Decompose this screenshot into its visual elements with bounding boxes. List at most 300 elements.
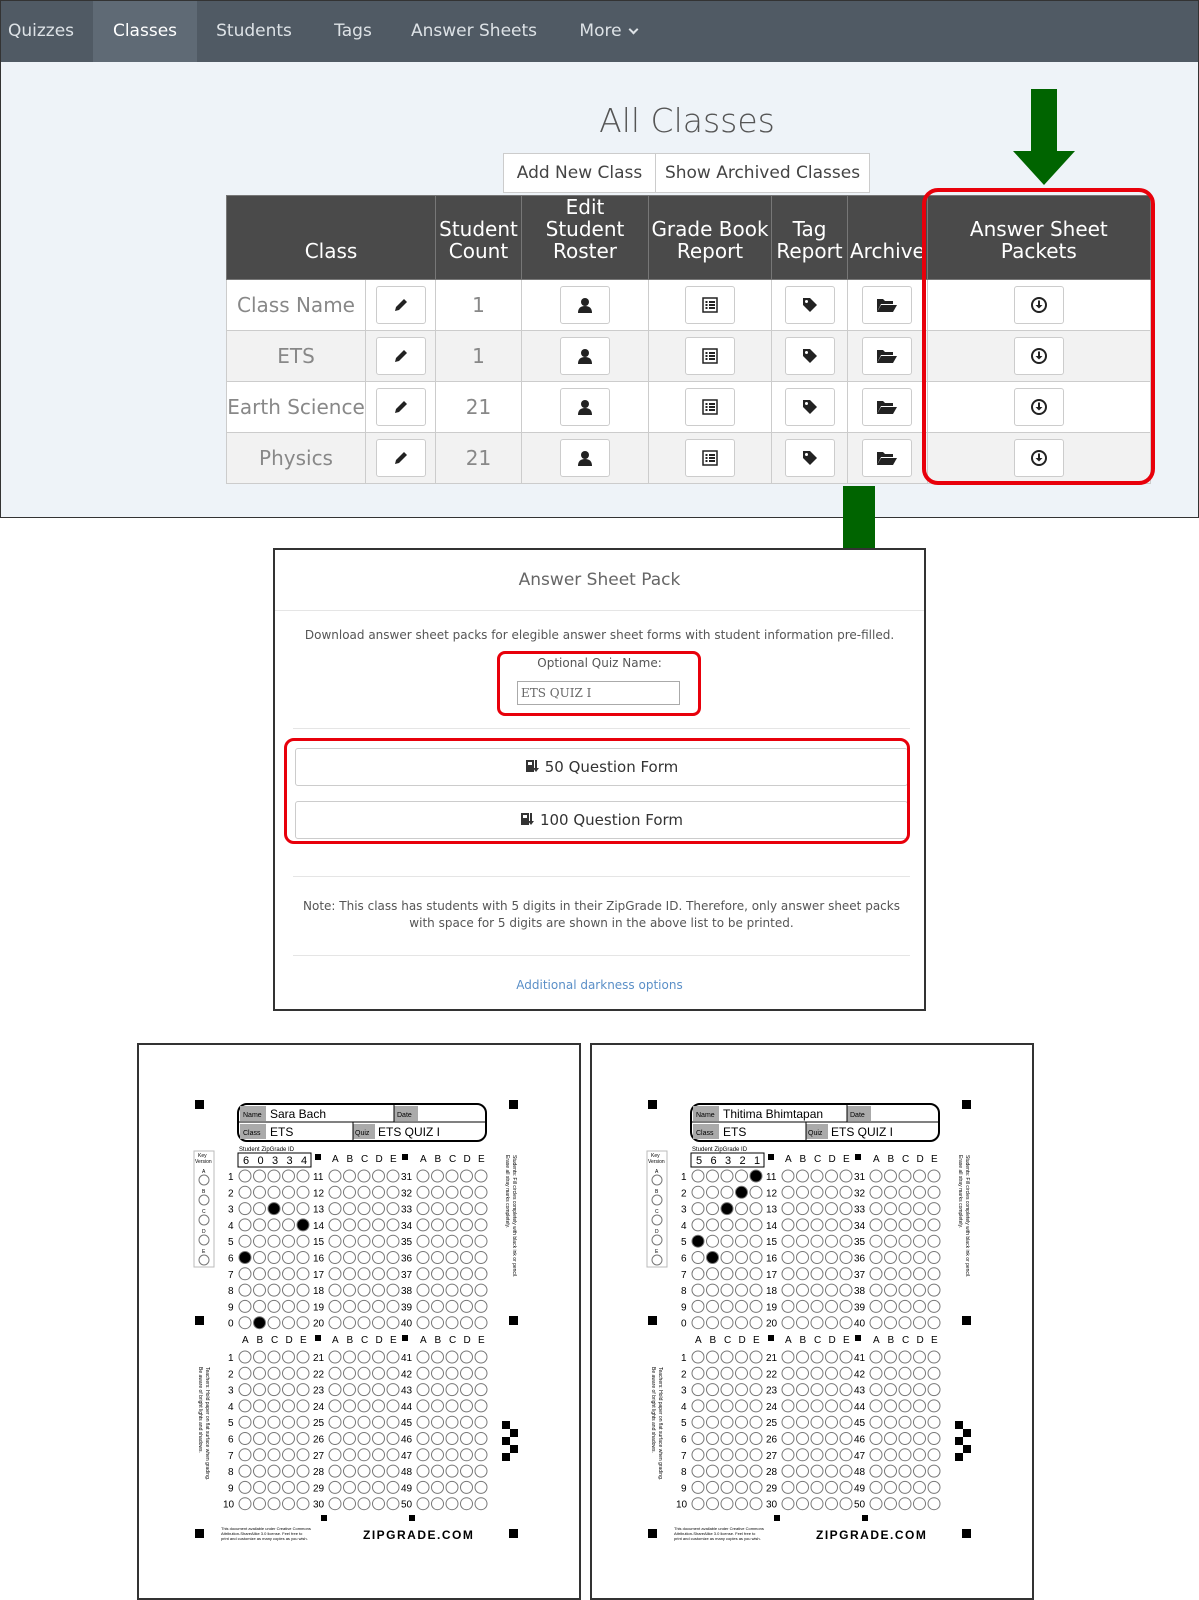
question-number: 46 <box>401 1434 413 1446</box>
answer-bubble <box>297 1170 309 1182</box>
edit-roster-button[interactable] <box>560 439 610 477</box>
answer-bubble <box>782 1186 794 1198</box>
answer-bubble <box>914 1433 926 1445</box>
answer-bubble <box>914 1284 926 1296</box>
question-number: 49 <box>854 1483 866 1495</box>
code-mark <box>955 1437 963 1445</box>
answer-bubble <box>797 1170 809 1182</box>
answer-bubble <box>239 1268 251 1280</box>
answer-bubble <box>914 1252 926 1264</box>
answer-bubble <box>914 1186 926 1198</box>
answer-bubble <box>432 1300 444 1312</box>
user-icon <box>576 347 594 365</box>
answer-bubble <box>928 1186 940 1198</box>
answer-bubble <box>446 1300 458 1312</box>
answer-bubble <box>387 1317 399 1329</box>
answer-bubble <box>373 1481 385 1493</box>
answer-bubble <box>446 1284 458 1296</box>
edit-roster-button[interactable] <box>560 388 610 426</box>
answer-bubble <box>826 1186 838 1198</box>
answer-bubble <box>885 1268 897 1280</box>
answer-bubble <box>885 1449 897 1461</box>
archive-cell <box>848 331 928 382</box>
answer-bubble <box>797 1481 809 1493</box>
answer-bubble <box>461 1235 473 1247</box>
license-text: print and customize as many copies as you wish. <box>221 1536 308 1541</box>
answer-bubble <box>475 1384 487 1396</box>
answer-bubble <box>721 1498 733 1510</box>
tag-report-button[interactable] <box>785 388 835 426</box>
license-text: This document available under Creative Commons <box>221 1526 311 1531</box>
answer-bubble <box>297 1351 309 1363</box>
answer-bubble <box>239 1203 251 1215</box>
timing-mark <box>768 1154 774 1160</box>
version-bubble <box>199 1255 209 1265</box>
class-name: Physics <box>259 446 333 470</box>
answer-bubble <box>297 1252 309 1264</box>
grade-book-button[interactable] <box>685 337 735 375</box>
answer-bubble <box>782 1416 794 1428</box>
class-label: Class <box>243 1130 261 1137</box>
answer-bubble <box>297 1203 309 1215</box>
add-new-class-button[interactable]: Add New Class <box>503 153 656 193</box>
header-grade-book: Grade Book Report <box>649 196 772 280</box>
tag-report-button[interactable] <box>785 439 835 477</box>
nav-answer-sheets[interactable] <box>403 1 545 62</box>
brand-logo-text: ZIPGRADE.COM <box>816 1528 928 1542</box>
tag-report-button[interactable] <box>785 337 835 375</box>
answer-bubble <box>417 1300 429 1312</box>
tag-icon <box>801 347 819 365</box>
answer-bubble <box>387 1203 399 1215</box>
answer-bubble <box>840 1481 852 1493</box>
class-value: ETS <box>723 1125 747 1139</box>
answer-bubble <box>239 1284 251 1296</box>
answer-bubble <box>446 1481 458 1493</box>
answer-bubble <box>914 1481 926 1493</box>
student-count: 21 <box>465 395 492 419</box>
list-icon <box>701 449 719 467</box>
brand-logo-text: ZIPGRADE.COM <box>363 1528 475 1542</box>
tag-report-button[interactable] <box>785 286 835 324</box>
nav-tags[interactable] <box>323 1 383 62</box>
edit-class-button[interactable] <box>376 439 426 477</box>
answer-bubble <box>797 1367 809 1379</box>
answer-bubble <box>329 1384 341 1396</box>
answer-bubble <box>475 1268 487 1280</box>
grade-book-button[interactable] <box>685 439 735 477</box>
code-mark <box>502 1437 510 1445</box>
license-text: This document available under Creative Commons <box>674 1526 764 1531</box>
answer-bubble <box>344 1300 356 1312</box>
choice-letter: A <box>695 1335 702 1346</box>
edit-cell <box>366 280 436 331</box>
answer-bubble <box>782 1400 794 1412</box>
list-icon <box>701 398 719 416</box>
answer-bubble <box>721 1351 733 1363</box>
answer-bubble <box>797 1400 809 1412</box>
answer-bubble <box>692 1284 704 1296</box>
answer-bubble <box>417 1268 429 1280</box>
answer-bubble <box>782 1252 794 1264</box>
answer-bubble <box>736 1367 748 1379</box>
classes-panel <box>0 0 1199 518</box>
grade-book-cell <box>649 382 772 433</box>
question-number: 17 <box>766 1269 778 1281</box>
answer-bubble <box>239 1416 251 1428</box>
answer-bubble <box>736 1300 748 1312</box>
choice-letter: A <box>785 1335 792 1346</box>
user-icon <box>576 398 594 416</box>
answer-bubble <box>297 1465 309 1477</box>
answer-bubble <box>840 1400 852 1412</box>
answer-bubble <box>750 1284 762 1296</box>
choice-letter: B <box>256 1335 264 1346</box>
class-name-cell <box>227 280 366 331</box>
registration-mark <box>509 1100 518 1109</box>
class-name-cell <box>227 331 366 382</box>
answer-bubble <box>750 1465 762 1477</box>
question-number: 13 <box>766 1204 778 1216</box>
answer-bubble <box>358 1252 370 1264</box>
show-archived-classes-button[interactable]: Show Archived Classes <box>655 153 870 193</box>
id-row-digit: 7 <box>228 1269 234 1281</box>
answer-bubble <box>254 1367 266 1379</box>
answer-bubble <box>297 1186 309 1198</box>
tag-icon <box>801 449 819 467</box>
highlight-box <box>497 651 701 716</box>
answer-bubble <box>707 1284 719 1296</box>
archive-button[interactable] <box>862 337 912 375</box>
answer-bubble <box>928 1416 940 1428</box>
choice-letter: C <box>449 1335 457 1346</box>
answer-bubble <box>692 1449 704 1461</box>
answer-bubble <box>750 1400 762 1412</box>
answer-bubble <box>797 1186 809 1198</box>
answer-bubble <box>373 1203 385 1215</box>
answer-bubble <box>826 1252 838 1264</box>
nav-quizzes[interactable] <box>1 1 81 62</box>
answer-bubble <box>446 1449 458 1461</box>
answer-bubble <box>268 1252 280 1264</box>
question-number: 29 <box>766 1483 778 1495</box>
answer-bubble <box>811 1384 823 1396</box>
archive-button[interactable] <box>862 286 912 324</box>
question-number: 21 <box>766 1353 778 1364</box>
answer-bubble <box>899 1384 911 1396</box>
answer-bubble <box>797 1203 809 1215</box>
edit-class-button[interactable] <box>376 388 426 426</box>
answer-bubble <box>268 1449 280 1461</box>
answer-bubble <box>254 1498 266 1510</box>
answer-bubble <box>826 1449 838 1461</box>
answer-bubble <box>885 1400 897 1412</box>
grade-book-button[interactable] <box>685 286 735 324</box>
question-number: 6 <box>228 1434 234 1446</box>
answer-bubble <box>461 1268 473 1280</box>
choice-letter: E <box>390 1154 397 1165</box>
choice-letter: E <box>931 1335 938 1346</box>
question-number: 26 <box>766 1434 778 1446</box>
version-letter: C <box>202 1209 206 1215</box>
answer-bubble <box>283 1367 295 1379</box>
divider <box>275 610 924 611</box>
answer-bubble <box>297 1449 309 1461</box>
registration-mark <box>862 1515 868 1521</box>
answer-bubble <box>797 1433 809 1445</box>
choice-letter: A <box>873 1335 880 1346</box>
nav-students[interactable] <box>205 1 303 62</box>
answer-bubble <box>446 1219 458 1231</box>
code-mark <box>502 1421 510 1429</box>
answer-bubble <box>344 1367 356 1379</box>
edit-class-button[interactable] <box>376 286 426 324</box>
answer-bubble <box>344 1416 356 1428</box>
question-number: 25 <box>766 1418 778 1430</box>
answer-bubble <box>432 1351 444 1363</box>
answer-bubble <box>432 1317 444 1329</box>
id-row-digit: 1 <box>681 1172 687 1183</box>
answer-bubble <box>928 1481 940 1493</box>
question-number: 26 <box>313 1434 325 1446</box>
pencil-icon <box>392 449 410 467</box>
answer-bubble <box>840 1268 852 1280</box>
answer-bubble <box>811 1268 823 1280</box>
answer-bubble <box>283 1170 295 1182</box>
id-row-digit: 8 <box>681 1286 687 1298</box>
answer-bubble <box>928 1367 940 1379</box>
choice-letter: A <box>873 1154 880 1165</box>
choice-letter: D <box>828 1335 836 1346</box>
teachers-note: Be aware of bright lights and shadows. <box>197 1367 203 1453</box>
quiz-value: ETS QUIZ I <box>378 1125 441 1139</box>
choice-letter: E <box>478 1335 485 1346</box>
dialog-description: Download answer sheet packs for elegible answer sheet forms with student information pre-filled. <box>304 628 895 642</box>
answer-bubble <box>721 1235 733 1247</box>
answer-bubble <box>297 1416 309 1428</box>
answer-bubble <box>811 1219 823 1231</box>
timing-mark <box>768 1335 774 1341</box>
answer-bubble <box>840 1465 852 1477</box>
answer-bubble <box>387 1433 399 1445</box>
question-number: 16 <box>766 1253 778 1265</box>
answer-bubble <box>268 1433 280 1445</box>
answer-bubble <box>782 1433 794 1445</box>
id-digit: 0 <box>257 1155 264 1167</box>
answer-bubble <box>254 1433 266 1445</box>
answer-bubble <box>373 1284 385 1296</box>
answer-bubble <box>885 1219 897 1231</box>
answer-bubble <box>736 1400 748 1412</box>
answer-bubble <box>707 1317 719 1329</box>
answer-bubble <box>826 1235 838 1247</box>
version-bubble <box>652 1215 662 1225</box>
nav-more[interactable] <box>563 1 653 62</box>
question-number: 19 <box>313 1302 325 1314</box>
question-number: 44 <box>854 1401 866 1413</box>
edit-roster-button[interactable] <box>560 337 610 375</box>
question-number: 9 <box>228 1483 234 1495</box>
license-text: print and customize as many copies as you wish. <box>674 1536 761 1541</box>
answer-bubble <box>417 1170 429 1182</box>
answer-bubble <box>750 1268 762 1280</box>
choice-letter: B <box>346 1335 354 1346</box>
answer-bubble <box>373 1416 385 1428</box>
edit-class-button[interactable] <box>376 337 426 375</box>
choice-letter: E <box>300 1335 307 1346</box>
answer-bubble <box>750 1367 762 1379</box>
answer-bubble <box>432 1268 444 1280</box>
answer-bubble <box>797 1498 809 1510</box>
answer-bubble <box>782 1481 794 1493</box>
answer-bubble <box>721 1367 733 1379</box>
answer-bubble <box>344 1284 356 1296</box>
header-archive: Archive <box>848 196 928 280</box>
answer-bubble <box>721 1416 733 1428</box>
edit-cell <box>366 382 436 433</box>
answer-bubble <box>750 1498 762 1510</box>
class-name: ETS <box>277 344 315 368</box>
answer-bubble <box>870 1235 882 1247</box>
answer-bubble <box>840 1300 852 1312</box>
license-text: Attribution-ShareAlike 3.0 license. Feel free to <box>674 1531 756 1536</box>
answer-bubble <box>475 1284 487 1296</box>
answer-bubble <box>461 1284 473 1296</box>
list-icon <box>701 296 719 314</box>
answer-bubble <box>750 1384 762 1396</box>
answer-bubble <box>475 1252 487 1264</box>
question-number: 36 <box>401 1253 413 1265</box>
choice-letter: D <box>828 1154 836 1165</box>
registration-mark <box>195 1100 204 1109</box>
answer-bubble <box>387 1300 399 1312</box>
page-title: All Classes <box>599 101 775 140</box>
answer-bubble <box>387 1284 399 1296</box>
answer-bubble <box>268 1284 280 1296</box>
answer-bubble <box>432 1186 444 1198</box>
answer-bubble <box>707 1300 719 1312</box>
answer-bubble <box>344 1465 356 1477</box>
answer-bubble <box>811 1465 823 1477</box>
id-digit: 1 <box>754 1155 761 1167</box>
timing-mark <box>855 1154 861 1160</box>
answer-bubble <box>928 1498 940 1510</box>
answer-bubble <box>870 1351 882 1363</box>
nav-classes[interactable] <box>93 1 197 62</box>
answer-bubble <box>826 1203 838 1215</box>
answer-bubble <box>475 1367 487 1379</box>
question-number: 41 <box>854 1353 866 1364</box>
choice-letter: C <box>361 1154 369 1165</box>
answer-bubble <box>475 1170 487 1182</box>
question-number: 47 <box>401 1450 413 1462</box>
students-note: Students: Fill circles completely with black ink or pencil. <box>964 1155 970 1278</box>
darkness-options-link[interactable]: Additional darkness options <box>516 978 683 992</box>
answer-bubble <box>283 1317 295 1329</box>
answer-bubble <box>239 1367 251 1379</box>
answer-bubble <box>885 1465 897 1477</box>
id-row-digit: 8 <box>228 1286 234 1298</box>
choice-letter: B <box>346 1154 354 1165</box>
answer-bubble <box>899 1433 911 1445</box>
answer-bubble <box>736 1449 748 1461</box>
question-number: 14 <box>766 1220 778 1232</box>
answer-bubble <box>870 1384 882 1396</box>
answer-bubble <box>446 1498 458 1510</box>
answer-bubble <box>254 1170 266 1182</box>
answer-bubble <box>283 1400 295 1412</box>
answer-bubble <box>782 1235 794 1247</box>
answer-bubble <box>707 1465 719 1477</box>
answer-bubble <box>358 1384 370 1396</box>
answer-bubble <box>239 1186 251 1198</box>
answer-bubble <box>899 1268 911 1280</box>
navbar <box>1 1 1198 62</box>
choice-letter: A <box>420 1154 427 1165</box>
answer-bubble <box>885 1203 897 1215</box>
choice-letter: B <box>799 1335 807 1346</box>
edit-roster-button[interactable] <box>560 286 610 324</box>
answer-bubble <box>268 1400 280 1412</box>
answer-bubble <box>387 1416 399 1428</box>
answer-bubble <box>254 1284 266 1296</box>
answer-bubble <box>707 1219 719 1231</box>
question-number: 33 <box>401 1204 413 1216</box>
answer-bubble <box>914 1300 926 1312</box>
answer-bubble <box>254 1268 266 1280</box>
answer-bubble <box>797 1268 809 1280</box>
teachers-note: Teachers: Hold paper on flat surface when grading. <box>204 1367 210 1481</box>
answer-bubble <box>899 1170 911 1182</box>
header-class: Class <box>227 196 436 280</box>
answer-bubble <box>358 1300 370 1312</box>
answer-bubble <box>358 1433 370 1445</box>
version-letter: E <box>202 1249 206 1255</box>
answer-bubble <box>870 1481 882 1493</box>
answer-bubble <box>358 1400 370 1412</box>
answer-bubble <box>750 1300 762 1312</box>
answer-bubble <box>826 1465 838 1477</box>
question-number: 24 <box>313 1401 325 1413</box>
answer-bubble <box>782 1170 794 1182</box>
form-label: 100 Question Form <box>539 811 684 829</box>
answer-bubble <box>446 1433 458 1445</box>
key-version-label: Version <box>195 1159 212 1165</box>
answer-bubble <box>283 1268 295 1280</box>
archive-button[interactable] <box>862 388 912 426</box>
answer-bubble <box>826 1317 838 1329</box>
answer-bubble <box>885 1284 897 1296</box>
filled-bubble <box>736 1186 748 1198</box>
answer-bubble <box>446 1235 458 1247</box>
version-letter: B <box>655 1189 659 1195</box>
answer-bubble <box>899 1416 911 1428</box>
class-name: Earth Science <box>227 395 365 419</box>
answer-bubble <box>387 1186 399 1198</box>
tag-report-cell <box>772 382 848 433</box>
student-name: Sara Bach <box>270 1107 327 1121</box>
grade-book-button[interactable] <box>685 388 735 426</box>
answer-bubble <box>692 1416 704 1428</box>
timing-mark <box>315 1335 321 1341</box>
answer-bubble <box>417 1186 429 1198</box>
answer-bubble <box>928 1219 940 1231</box>
answer-bubble <box>707 1235 719 1247</box>
archive-button[interactable] <box>862 439 912 477</box>
answer-bubble <box>707 1203 719 1215</box>
answer-bubble <box>692 1300 704 1312</box>
answer-bubble <box>914 1219 926 1231</box>
